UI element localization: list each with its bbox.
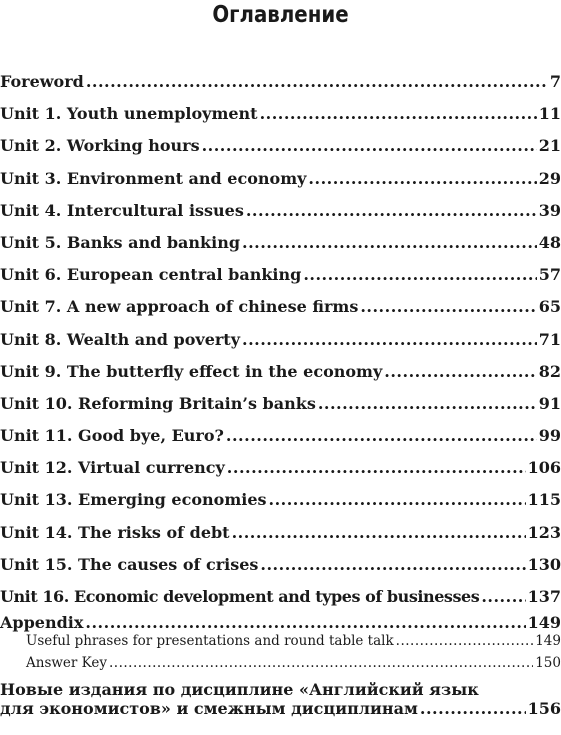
toc-entry-unit-1[interactable]: [0, 102, 561, 134]
toc-entry-unit-8[interactable]: [0, 328, 561, 360]
toc-subentry-label: Answer Key: [26, 655, 107, 671]
toc-entry-label: Foreword: [0, 72, 84, 91]
toc-entry-page: 149: [527, 613, 561, 632]
dot-leader: [481, 585, 525, 609]
toc-entry-page: 123: [527, 522, 561, 542]
dot-leader: [420, 699, 526, 718]
toc-entry-page: 130: [527, 554, 561, 574]
toc-entry-page: 48: [538, 232, 561, 252]
toc-entry-unit-12[interactable]: [0, 456, 561, 488]
dot-leader: [242, 328, 537, 352]
toc-subentry-answer-key[interactable]: [0, 654, 561, 676]
toc-entry-page: 156: [527, 699, 561, 718]
toc-entry-page: 57: [538, 265, 561, 285]
toc-entry-label: Unit 16. Economic development and types of businesses: [0, 587, 480, 606]
toc-entry-label: Unit 2. Working hours: [0, 136, 200, 156]
toc-entry-label: Unit 4. Intercultural issues: [0, 200, 244, 220]
toc-entry-label: Unit 6. European central banking: [0, 265, 302, 285]
dot-leader: [360, 295, 536, 319]
toc-entry-page: 91: [538, 393, 561, 413]
toc-entry-unit-13[interactable]: [0, 488, 561, 520]
toc-entry-page: 82: [538, 361, 561, 381]
toc-entry-label: Unit 8. Wealth and poverty: [0, 329, 240, 349]
toc-entry-label: Unit 11. Good bye, Euro?: [0, 426, 224, 446]
toc-subentry-page: 150: [535, 655, 561, 671]
toc-entry-label: Unit 9. The butterfly effect in the economy: [0, 361, 383, 381]
toc-entry-page: 29: [538, 168, 561, 188]
toc-entry-unit-15[interactable]: [0, 553, 561, 585]
toc-entry-foreword[interactable]: [0, 70, 561, 102]
toc-entry-page: 39: [538, 200, 561, 220]
toc-entry-page: 21: [538, 136, 561, 156]
toc-entry-page: 137: [527, 587, 561, 606]
toc-entry-unit-10[interactable]: [0, 392, 561, 424]
toc-entry-label-line2: для экономистов» и смежным дисциплинам: [0, 699, 418, 718]
toc-entry-unit-16[interactable]: [0, 585, 561, 611]
toc-entry-unit-14[interactable]: [0, 521, 561, 553]
toc-entry-label-line1: Новые издания по дисциплине «Английский язык: [0, 680, 479, 699]
toc-entry-label: Unit 15. The causes of crises: [0, 554, 259, 574]
toc-entry-unit-7[interactable]: [0, 295, 561, 327]
dot-leader: [232, 521, 526, 545]
dot-leader: [246, 199, 537, 223]
toc-subentry-useful-phrases[interactable]: [0, 632, 561, 654]
dot-leader: [308, 167, 536, 191]
dot-leader: [260, 102, 537, 126]
toc-entry-page: 115: [527, 490, 561, 510]
toc-entry-label: Unit 14. The risks of debt: [0, 522, 230, 542]
dot-leader: [396, 632, 534, 650]
toc-entry-page: 65: [538, 297, 561, 317]
table-of-contents: [0, 70, 561, 721]
dot-leader: [227, 456, 526, 480]
toc-entry-unit-2[interactable]: [0, 134, 561, 166]
toc-entry-page: 7: [549, 72, 561, 91]
dot-leader: [260, 553, 525, 577]
toc-entry-page: 99: [538, 426, 561, 446]
toc-entry-page: 11: [538, 104, 561, 124]
toc-entry-unit-3[interactable]: [0, 167, 561, 199]
page-title: Оглавление: [212, 2, 349, 28]
toc-entry-unit-9[interactable]: [0, 360, 561, 392]
toc-entry-label: Unit 5. Banks and banking: [0, 232, 241, 252]
dot-leader: [226, 424, 537, 448]
dot-leader: [109, 654, 533, 672]
dot-leader: [384, 360, 536, 384]
toc-entry-label: Unit 10. Reforming Britain’s banks: [0, 393, 316, 413]
toc-entry-line2: [0, 699, 561, 721]
toc-entry-label: Unit 12. Virtual currency: [0, 458, 225, 478]
toc-subentry-page: 149: [535, 633, 561, 649]
toc-entry-unit-6[interactable]: [0, 263, 561, 295]
toc-entry-unit-5[interactable]: [0, 231, 561, 263]
toc-entry-label: Unit 7. A new approach of chinese firms: [0, 297, 359, 317]
dot-leader: [202, 134, 537, 158]
dot-leader: [318, 392, 537, 416]
toc-entry-label: Appendix: [0, 613, 84, 632]
toc-entry-page: 106: [527, 458, 561, 478]
toc-entry-unit-4[interactable]: [0, 199, 561, 231]
toc-entry-unit-11[interactable]: [0, 424, 561, 456]
dot-leader: [303, 263, 536, 287]
toc-entry-label: Unit 1. Youth unemployment: [0, 104, 258, 124]
toc-entry-label: Unit 3. Environment and economy: [0, 168, 307, 188]
dot-leader: [242, 231, 537, 255]
dot-leader: [269, 488, 526, 512]
toc-entry-page: 71: [538, 329, 561, 349]
toc-entry-new-publications[interactable]: [0, 680, 561, 721]
toc-subentry-label: Useful phrases for presentations and round table talk: [26, 633, 394, 649]
dot-leader: [86, 70, 548, 94]
toc-entry-label: Unit 13. Emerging economies: [0, 490, 267, 510]
